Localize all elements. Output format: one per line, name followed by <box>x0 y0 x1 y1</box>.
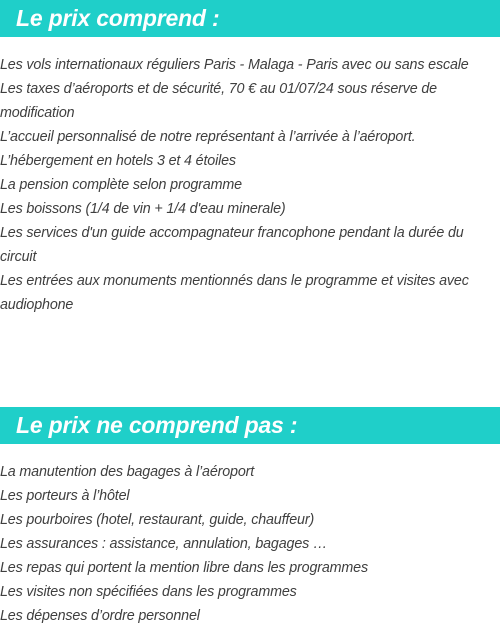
list-item: Les assurances : assistance, annulation, bagages … <box>0 536 328 552</box>
included-section-title: Le prix comprend : <box>16 5 220 31</box>
included-section-header <box>0 0 500 37</box>
list-item: Les entrées aux monuments mentionnés dans le programme et visites avec audiophone <box>0 273 469 313</box>
list-item: L’hébergement en hotels 3 et 4 étoiles <box>0 153 236 169</box>
list-item: L’accueil personnalisé de notre représentant à l’arrivée à l’aéroport. <box>0 129 416 145</box>
list-item: Les repas qui portent la mention libre dans les programmes <box>0 560 368 576</box>
list-item: Les visites non spécifiées dans les programmes <box>0 584 297 600</box>
list-item: Les taxes d’aéroports et de sécurité, 70 € au 01/07/24 sous réserve de modification <box>0 81 437 121</box>
list-item: Les boissons (1/4 de vin + 1/4 d'eau minerale) <box>0 201 286 217</box>
list-item: Les pourboires (hotel, restaurant, guide, chauffeur) <box>0 512 315 528</box>
list-item: Les dépenses d’ordre personnel <box>0 608 200 624</box>
excluded-section-title: Le prix ne comprend pas : <box>16 412 298 438</box>
list-item: La manutention des bagages à l’aéroport <box>0 464 255 480</box>
list-item: Les vols internationaux réguliers Paris - Malaga - Paris avec ou sans escale <box>0 57 469 73</box>
list-item: Les services d'un guide accompagnateur francophone pendant la durée du circuit <box>0 225 464 265</box>
list-item: Les porteurs à l’hôtel <box>0 488 130 504</box>
list-item: La pension complète selon programme <box>0 177 242 193</box>
excluded-section-header <box>0 407 500 444</box>
excluded-items-list <box>0 460 500 628</box>
included-items-list <box>0 53 500 317</box>
